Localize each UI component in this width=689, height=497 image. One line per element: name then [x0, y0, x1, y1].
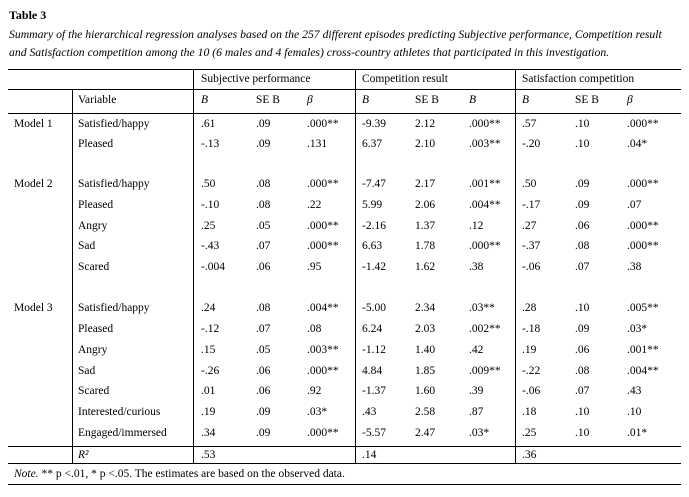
table-cell: .005**: [627, 302, 659, 314]
table-cell: .09: [575, 199, 590, 211]
table-cell: .09: [256, 406, 271, 418]
table-caption: Summary of the hierarchical regression analyses based on the 257 different episodes predicting Subjective performance, Competition result and Satisfaction competition among the 10 (6 males and 4 females) cross-country athletes that participated in this investigation.: [9, 28, 662, 59]
table-cell: .06: [256, 261, 271, 273]
table-cell: .43: [362, 406, 377, 418]
rule-line: [8, 69, 681, 70]
variable-label: Scared: [78, 261, 110, 273]
table-cell: .39: [469, 385, 484, 397]
table-cell: .07: [627, 199, 642, 211]
rule-line: [8, 446, 681, 447]
table-cell: -.13: [201, 138, 220, 150]
table-cell: .22: [307, 199, 322, 211]
r-squared-value: .36: [522, 449, 537, 461]
table-cell: 1.40: [415, 344, 436, 356]
table-cell: -1.12: [362, 344, 386, 356]
table-cell: .07: [256, 240, 271, 252]
table-cell: -5.00: [362, 302, 386, 314]
table-cell: -5.57: [362, 427, 386, 439]
column-header: SE B: [415, 94, 439, 106]
table-cell: .08: [256, 199, 271, 211]
column-header: SE B: [256, 94, 280, 106]
variable-label: Pleased: [78, 199, 114, 211]
table-cell: 2.06: [415, 199, 436, 211]
column-header: β: [627, 94, 633, 106]
table-cell: .000**: [307, 365, 339, 377]
table-cell: .92: [307, 385, 322, 397]
table-cell: 6.24: [362, 323, 383, 335]
table-cell: .18: [522, 406, 537, 418]
table-cell: .000**: [469, 240, 501, 252]
table-cell: 1.78: [415, 240, 436, 252]
variable-label: Pleased: [78, 323, 114, 335]
table-cell: .004**: [307, 302, 339, 314]
table-cell: .131: [307, 138, 328, 150]
table-cell: .000**: [307, 220, 339, 232]
table-cell: -.004: [201, 261, 225, 273]
column-header: B: [201, 94, 209, 106]
rule-line: [8, 484, 681, 485]
table-cell: .07: [575, 385, 590, 397]
rule-line: [8, 113, 681, 114]
variable-label: Satisfied/happy: [78, 178, 150, 190]
table-cell: .07: [256, 323, 271, 335]
table-cell: .50: [522, 178, 537, 190]
table-cell: .09: [575, 323, 590, 335]
table-cell: 1.62: [415, 261, 436, 273]
table-cell: .28: [522, 302, 537, 314]
table-cell: .06: [256, 365, 271, 377]
model-label: Model 1: [14, 118, 53, 130]
table-cell: .12: [469, 220, 484, 232]
table-cell: 5.99: [362, 199, 383, 211]
table-cell: .24: [201, 302, 216, 314]
table-cell: .003**: [469, 138, 501, 150]
table-cell: 2.03: [415, 323, 436, 335]
column-divider: [355, 69, 356, 463]
variable-label: Scared: [78, 385, 110, 397]
table-cell: -.17: [522, 199, 541, 211]
table-cell: .38: [627, 261, 642, 273]
table-note: Note. ** p <.01, * p <.05. The estimates are based on the observed data.: [14, 468, 345, 480]
table-cell: .000**: [627, 118, 659, 130]
table-cell: .95: [307, 261, 322, 273]
variable-label: Angry: [78, 344, 108, 356]
table-cell: .57: [522, 118, 537, 130]
variable-label: Pleased: [78, 138, 114, 150]
column-header: SE B: [575, 94, 599, 106]
table-cell: .38: [469, 261, 484, 273]
table-cell: 2.58: [415, 406, 436, 418]
table-cell: -1.37: [362, 385, 386, 397]
model-label: Model 3: [14, 302, 53, 314]
table-cell: .09: [256, 118, 271, 130]
variable-label: Engaged/immersed: [78, 427, 167, 439]
table-cell: .000**: [307, 427, 339, 439]
table-cell: .61: [201, 118, 216, 130]
table-cell: .10: [575, 427, 590, 439]
table-cell: .27: [522, 220, 537, 232]
table-cell: -.12: [201, 323, 220, 335]
variable-label: Sad: [78, 240, 96, 252]
table-cell: .08: [256, 178, 271, 190]
table-cell: -.43: [201, 240, 220, 252]
table-cell: .10: [575, 406, 590, 418]
table-cell: .000**: [307, 240, 339, 252]
table-cell: .03**: [469, 302, 495, 314]
table-cell: .15: [201, 344, 216, 356]
column-header: B: [469, 94, 477, 106]
variable-label: Satisfied/happy: [78, 118, 150, 130]
table-cell: .03*: [469, 427, 490, 439]
column-group-header: Competition result: [362, 73, 448, 85]
table-cell: 2.17: [415, 178, 436, 190]
table-cell: 1.37: [415, 220, 436, 232]
table-cell: -7.47: [362, 178, 386, 190]
table-cell: .05: [256, 344, 271, 356]
column-header: B: [362, 94, 370, 106]
table-cell: .03*: [307, 406, 328, 418]
table-cell: .003**: [307, 344, 339, 356]
variable-label: Interested/curious: [78, 406, 161, 418]
table-cell: .000**: [627, 240, 659, 252]
table-cell: -.06: [522, 385, 541, 397]
table-cell: .43: [627, 385, 642, 397]
table-cell: .001**: [469, 178, 501, 190]
table-cell: -.22: [522, 365, 541, 377]
variable-header: Variable: [78, 94, 117, 106]
table-cell: 1.60: [415, 385, 436, 397]
table-cell: .009**: [469, 365, 501, 377]
table-cell: -.20: [522, 138, 541, 150]
table-note-text: ** p <.01, * p <.05. The estimates are based on the observed data.: [41, 468, 345, 480]
rule-line: [8, 463, 681, 464]
table-cell: -.26: [201, 365, 220, 377]
column-header: β: [307, 94, 313, 106]
table-label: Table 3: [9, 8, 47, 22]
table-cell: 2.12: [415, 118, 436, 130]
table-cell: -2.16: [362, 220, 386, 232]
variable-label: Sad: [78, 365, 96, 377]
table-cell: .05: [256, 220, 271, 232]
table-cell: -1.42: [362, 261, 386, 273]
table-cell: .09: [575, 178, 590, 190]
table-cell: .01: [201, 385, 216, 397]
table-cell: .42: [469, 344, 484, 356]
table-cell: .19: [522, 344, 537, 356]
variable-label: Satisfied/happy: [78, 302, 150, 314]
table-cell: -.10: [201, 199, 220, 211]
table-cell: .000**: [307, 178, 339, 190]
table-cell: .34: [201, 427, 216, 439]
table-cell: -.18: [522, 323, 541, 335]
table-cell: .10: [575, 118, 590, 130]
table-cell: .04*: [627, 138, 648, 150]
r-squared-value: .14: [362, 449, 377, 461]
table-cell: .25: [201, 220, 216, 232]
table-cell: .002**: [469, 323, 501, 335]
table-cell: .10: [627, 406, 642, 418]
table-cell: .50: [201, 178, 216, 190]
table-cell: .25: [522, 427, 537, 439]
table-cell: 6.63: [362, 240, 383, 252]
column-group-header: Subjective performance: [201, 73, 311, 85]
table-cell: .07: [575, 261, 590, 273]
rule-line: [8, 89, 681, 90]
column-group-header: Satisfaction competition: [522, 73, 635, 85]
table-cell: -.06: [522, 261, 541, 273]
r-squared-label: R²: [78, 449, 89, 461]
table-cell: .06: [575, 220, 590, 232]
table-cell: .004**: [627, 365, 659, 377]
column-divider: [515, 69, 516, 463]
variable-label: Angry: [78, 220, 108, 232]
table-cell: .000**: [627, 220, 659, 232]
table-cell: .01*: [627, 427, 648, 439]
table-cell: -.37: [522, 240, 541, 252]
column-divider: [193, 69, 194, 463]
table-cell: .10: [575, 138, 590, 150]
table-cell: .000**: [627, 178, 659, 190]
table-cell: .06: [575, 344, 590, 356]
table-cell: 2.47: [415, 427, 436, 439]
r-squared-value: .53: [201, 449, 216, 461]
table-cell: 6.37: [362, 138, 383, 150]
table-cell: .03*: [627, 323, 648, 335]
table-cell: 4.84: [362, 365, 383, 377]
table-cell: 2.34: [415, 302, 436, 314]
column-divider: [72, 89, 73, 463]
table-cell: -9.39: [362, 118, 386, 130]
table-cell: .08: [256, 302, 271, 314]
table-cell: .06: [256, 385, 271, 397]
table-cell: .000**: [469, 118, 501, 130]
table-cell: .87: [469, 406, 484, 418]
table-cell: .09: [256, 138, 271, 150]
table-cell: .004**: [469, 199, 501, 211]
table-cell: .000**: [307, 118, 339, 130]
table-cell: 2.10: [415, 138, 436, 150]
table-cell: .10: [575, 302, 590, 314]
table-cell: .19: [201, 406, 216, 418]
column-header: B: [522, 94, 530, 106]
table-cell: 1.85: [415, 365, 436, 377]
table-cell: .09: [256, 427, 271, 439]
table-cell: .08: [575, 240, 590, 252]
table-cell: .001**: [627, 344, 659, 356]
model-label: Model 2: [14, 178, 53, 190]
table-cell: .08: [575, 365, 590, 377]
table-cell: .08: [307, 323, 322, 335]
